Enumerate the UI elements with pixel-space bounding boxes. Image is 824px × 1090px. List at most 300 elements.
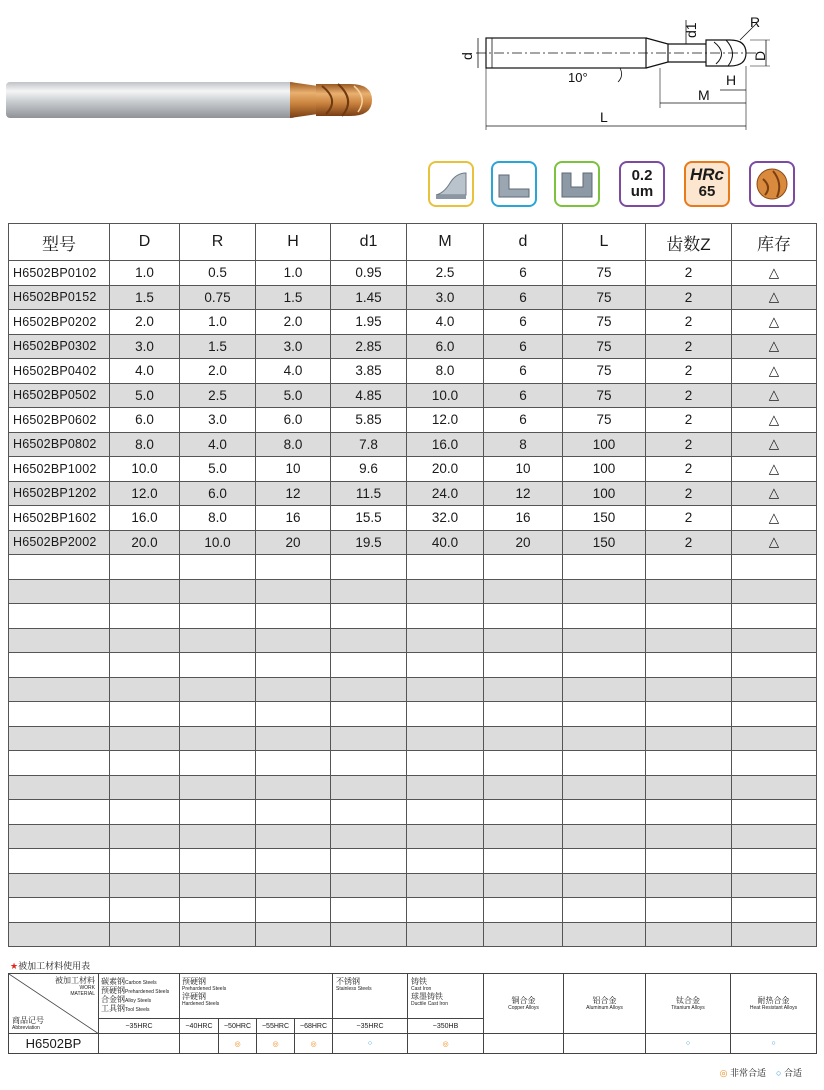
precision-value: 0.2 [631,167,653,184]
header-M: M [407,224,484,261]
table-row [9,457,817,482]
empty-cell [484,653,563,678]
empty-cell [407,922,484,947]
cell-H: 10 [256,457,331,482]
empty-cell [256,775,331,800]
ductile-iron-cn: 球墨铸铁 [411,992,444,1001]
cell-stock: △ [732,481,817,506]
material-table [8,973,817,1054]
empty-cell [9,726,110,751]
empty-cell [331,922,407,947]
empty-cell [331,800,407,825]
cell-flutes: 2 [646,334,732,359]
product-code: H6502BP [9,1034,99,1054]
empty-cell [9,604,110,629]
cell-H: 20 [256,530,331,555]
cell-stock: △ [732,530,817,555]
heat-cn: 耐热合金 [757,996,790,1005]
cell-R: 0.75 [180,285,256,310]
cell-H: 12 [256,481,331,506]
empty-row [9,751,817,776]
label-d1: d1 [683,22,699,38]
cell-flutes: 2 [646,310,732,335]
steel-cn-1: 碳素钢 [101,977,125,986]
empty-cell [110,873,180,898]
copper-cn: 铜合金 [511,996,536,1005]
empty-cell [180,873,256,898]
cell-d: 6 [484,383,563,408]
cell-d1: 15.5 [331,506,407,531]
table-row [9,408,817,433]
empty-cell [646,604,732,629]
empty-cell [256,751,331,776]
cell-stock: △ [732,285,817,310]
empty-cell [331,898,407,923]
cell-R: 10.0 [180,530,256,555]
empty-cell [732,751,817,776]
empty-cell [646,922,732,947]
product-row [9,1034,817,1054]
titanium-en: Titanium Alloys [671,1005,705,1011]
suit-55hrc: ◎ [257,1034,295,1054]
empty-cell [563,579,646,604]
steel-en-2: Prehardened Steels [125,989,170,995]
empty-cell [331,579,407,604]
empty-cell [484,677,563,702]
cell-flutes: 2 [646,506,732,531]
empty-cell [110,726,180,751]
cell-D: 20.0 [110,530,180,555]
table-row [9,359,817,384]
empty-row [9,898,817,923]
legend-ok: 合适 [783,1068,802,1078]
cell-H: 5.0 [256,383,331,408]
empty-cell [484,849,563,874]
empty-cell [256,653,331,678]
empty-cell [180,824,256,849]
cell-L: 75 [563,285,646,310]
empty-cell [331,555,407,580]
legend [720,1066,802,1079]
empty-cell [563,702,646,727]
empty-row [9,775,817,800]
header-model: 型号 [9,224,110,261]
material-diagonal-cell [9,974,99,1034]
label-H: H [726,72,737,88]
steel-cn-4: 工具钢 [101,1004,125,1013]
hardness-55: ~55HRC [257,1019,295,1034]
cell-d: 6 [484,334,563,359]
empty-cell [110,677,180,702]
empty-cell [732,702,817,727]
copper-cell [484,974,564,1034]
hardness-50: ~50HRC [219,1019,257,1034]
cell-D: 1.0 [110,261,180,286]
empty-cell [110,702,180,727]
empty-cell [646,824,732,849]
empty-cell [732,849,817,874]
cell-stock: △ [732,261,817,286]
empty-cell [732,555,817,580]
cell-D: 1.5 [110,285,180,310]
empty-cell [180,604,256,629]
cell-d1: 3.85 [331,359,407,384]
cell-d1: 11.5 [331,481,407,506]
diag-bottom-en: Abbreviation [12,1025,40,1031]
cell-model: H6502BP0202 [9,310,110,335]
empty-row [9,922,817,947]
empty-cell [407,849,484,874]
empty-cell [110,824,180,849]
step-milling-icon [491,161,537,207]
titanium-cell [646,974,731,1034]
cell-d: 20 [484,530,563,555]
cell-M: 6.0 [407,334,484,359]
empty-cell [180,555,256,580]
suit-copper [484,1034,564,1054]
empty-cell [646,800,732,825]
profile-milling-icon [428,161,474,207]
empty-cell [484,751,563,776]
empty-cell [646,726,732,751]
cell-model: H6502BP1002 [9,457,110,482]
empty-cell [256,898,331,923]
header-D: D [110,224,180,261]
cell-M: 2.5 [407,261,484,286]
cell-model: H6502BP0302 [9,334,110,359]
aluminum-en: Aluminum Alloys [586,1005,623,1011]
material-name-row [9,974,817,1019]
empty-cell [110,628,180,653]
cell-L: 100 [563,481,646,506]
steel-en-4: Tool Steels [125,1007,150,1013]
table-row [9,530,817,555]
cell-D: 10.0 [110,457,180,482]
suitable-icon: ○ [776,1068,782,1078]
empty-cell [732,775,817,800]
empty-cell [110,751,180,776]
empty-cell [563,824,646,849]
empty-cell [563,726,646,751]
empty-cell [646,702,732,727]
cell-stock: △ [732,334,817,359]
spec-table [8,223,817,947]
empty-cell [9,800,110,825]
empty-cell [732,922,817,947]
cell-M: 8.0 [407,359,484,384]
empty-cell [732,898,817,923]
cell-d: 6 [484,310,563,335]
empty-cell [407,702,484,727]
cell-L: 75 [563,359,646,384]
cell-flutes: 2 [646,261,732,286]
cell-M: 24.0 [407,481,484,506]
empty-cell [180,579,256,604]
empty-cell [9,922,110,947]
cell-R: 8.0 [180,506,256,531]
cell-flutes: 2 [646,408,732,433]
cell-R: 0.5 [180,261,256,286]
empty-cell [9,824,110,849]
cell-R: 2.5 [180,383,256,408]
cell-d: 16 [484,506,563,531]
empty-cell [331,824,407,849]
cell-d1: 1.45 [331,285,407,310]
empty-cell [484,628,563,653]
cell-model: H6502BP0402 [9,359,110,384]
copper-en: Copper Alloys [508,1005,539,1011]
titanium-cn: 钛合金 [676,996,701,1005]
cell-flutes: 2 [646,457,732,482]
dimension-drawing [440,10,820,135]
table-row [9,261,817,286]
empty-cell [732,873,817,898]
slot-milling-icon [554,161,600,207]
empty-cell [484,726,563,751]
cell-H: 2.0 [256,310,331,335]
material-section-title [10,959,90,972]
cell-d1: 4.85 [331,383,407,408]
diag-bottom-cn: 商品记号 [12,1016,44,1025]
cell-M: 16.0 [407,432,484,457]
cell-H: 1.0 [256,261,331,286]
empty-cell [563,800,646,825]
empty-cell [646,628,732,653]
hardened-cn-1: 预硬钢 [182,977,206,986]
cell-d: 10 [484,457,563,482]
suit-cast-iron: ◎ [408,1034,484,1054]
cell-L: 75 [563,261,646,286]
empty-cell [256,555,331,580]
empty-cell [180,800,256,825]
empty-cell [563,628,646,653]
empty-cell [256,604,331,629]
cell-D: 6.0 [110,408,180,433]
empty-row [9,653,817,678]
cell-flutes: 2 [646,285,732,310]
cell-stock: △ [732,457,817,482]
cell-model: H6502BP0602 [9,408,110,433]
cast-iron-cn: 铸铁 [411,977,428,986]
hardened-en-1: Prehardened Steels [182,986,227,992]
cell-d: 6 [484,285,563,310]
cast-iron-en: Cast Iron [411,986,432,992]
empty-cell [180,628,256,653]
empty-cell [407,898,484,923]
empty-cell [484,898,563,923]
cell-H: 6.0 [256,408,331,433]
empty-cell [331,702,407,727]
empty-cell [110,800,180,825]
empty-cell [646,873,732,898]
cell-R: 3.0 [180,408,256,433]
empty-cell [484,555,563,580]
empty-cell [110,922,180,947]
suit-50hrc: ◎ [219,1034,257,1054]
cell-flutes: 2 [646,530,732,555]
steel-cn-2: 预硬钢 [101,986,125,995]
cell-flutes: 2 [646,359,732,384]
empty-cell [331,726,407,751]
coating-icon [749,161,795,207]
suit-40hrc [180,1034,219,1054]
empty-cell [180,775,256,800]
empty-cell [563,677,646,702]
empty-cell [646,653,732,678]
empty-cell [110,579,180,604]
cell-R: 4.0 [180,432,256,457]
empty-cell [9,677,110,702]
cell-D: 4.0 [110,359,180,384]
empty-cell [256,824,331,849]
hardness-carbon: ~35HRC [99,1019,180,1034]
cell-L: 150 [563,506,646,531]
hardened-en-2: Hardened Steels [182,1001,220,1007]
hardness-cast: ~350HB [408,1019,484,1034]
hardened-cn-2: 淬硬钢 [182,992,206,1001]
empty-cell [732,677,817,702]
empty-cell [331,873,407,898]
cell-stock: △ [732,506,817,531]
steel-en-3: Alloy Steels [125,998,152,1004]
empty-cell [563,604,646,629]
cell-d: 6 [484,261,563,286]
empty-cell [9,579,110,604]
empty-row [9,824,817,849]
label-angle: 10° [568,70,588,85]
cell-stock: △ [732,310,817,335]
empty-cell [180,898,256,923]
empty-cell [563,555,646,580]
cell-model: H6502BP0802 [9,432,110,457]
empty-cell [256,800,331,825]
empty-cell [110,849,180,874]
empty-cell [646,898,732,923]
empty-cell [407,824,484,849]
cell-d1: 2.85 [331,334,407,359]
cell-M: 32.0 [407,506,484,531]
empty-cell [732,628,817,653]
empty-cell [407,628,484,653]
diag-top-en2: MATERIAL [70,991,95,997]
cell-flutes: 2 [646,481,732,506]
empty-row [9,726,817,751]
empty-cell [646,751,732,776]
header-R: R [180,224,256,261]
empty-cell [331,653,407,678]
empty-cell [9,702,110,727]
empty-cell [484,604,563,629]
cell-D: 16.0 [110,506,180,531]
cell-M: 3.0 [407,285,484,310]
cell-M: 10.0 [407,383,484,408]
cell-H: 3.0 [256,334,331,359]
cast-iron-cell [408,974,484,1019]
cell-flutes: 2 [646,383,732,408]
empty-cell [9,628,110,653]
empty-cell [484,579,563,604]
cell-D: 12.0 [110,481,180,506]
empty-cell [9,849,110,874]
empty-cell [484,873,563,898]
label-R: R [750,14,761,30]
table-row [9,481,817,506]
empty-cell [180,849,256,874]
cell-d1: 1.95 [331,310,407,335]
cell-L: 75 [563,310,646,335]
hardness-68: ~68HRC [295,1019,333,1034]
empty-cell [180,702,256,727]
empty-cell [407,751,484,776]
empty-cell [9,555,110,580]
empty-cell [646,677,732,702]
cell-stock: △ [732,408,817,433]
empty-row [9,873,817,898]
header-flutes: 齿数Z [646,224,732,261]
cell-R: 1.5 [180,334,256,359]
empty-cell [646,775,732,800]
empty-cell [256,922,331,947]
cell-M: 40.0 [407,530,484,555]
cell-L: 100 [563,432,646,457]
empty-cell [331,775,407,800]
empty-cell [9,775,110,800]
empty-cell [407,604,484,629]
stainless-en: Stainless Steels [336,986,372,992]
empty-cell [484,824,563,849]
label-d: d [459,52,475,60]
empty-cell [331,849,407,874]
heat-alloy-cell [731,974,817,1034]
empty-cell [180,751,256,776]
cell-model: H6502BP0102 [9,261,110,286]
empty-cell [732,579,817,604]
empty-row [9,604,817,629]
cell-L: 75 [563,408,646,433]
empty-cell [407,873,484,898]
empty-cell [256,873,331,898]
table-row [9,285,817,310]
star-icon: ★ [10,961,19,971]
label-M: M [698,87,710,103]
diag-top-en1: WORK [79,985,95,991]
empty-cell [407,677,484,702]
empty-cell [180,653,256,678]
empty-cell [256,579,331,604]
hardness-stainless: ~35HRC [333,1019,408,1034]
empty-cell [9,873,110,898]
empty-cell [407,555,484,580]
empty-row [9,702,817,727]
cell-d: 6 [484,408,563,433]
table-row [9,432,817,457]
cell-R: 2.0 [180,359,256,384]
label-D: D [752,50,768,61]
empty-cell [563,849,646,874]
suit-aluminum [564,1034,646,1054]
header-d1: d1 [331,224,407,261]
empty-cell [180,922,256,947]
heat-en: Heat Resistant Alloys [749,1005,798,1011]
empty-row [9,800,817,825]
cell-L: 75 [563,334,646,359]
empty-cell [732,653,817,678]
empty-cell [563,775,646,800]
suit-heat: ○ [731,1034,817,1054]
cell-model: H6502BP1202 [9,481,110,506]
empty-cell [9,653,110,678]
header-stock: 库存 [732,224,817,261]
